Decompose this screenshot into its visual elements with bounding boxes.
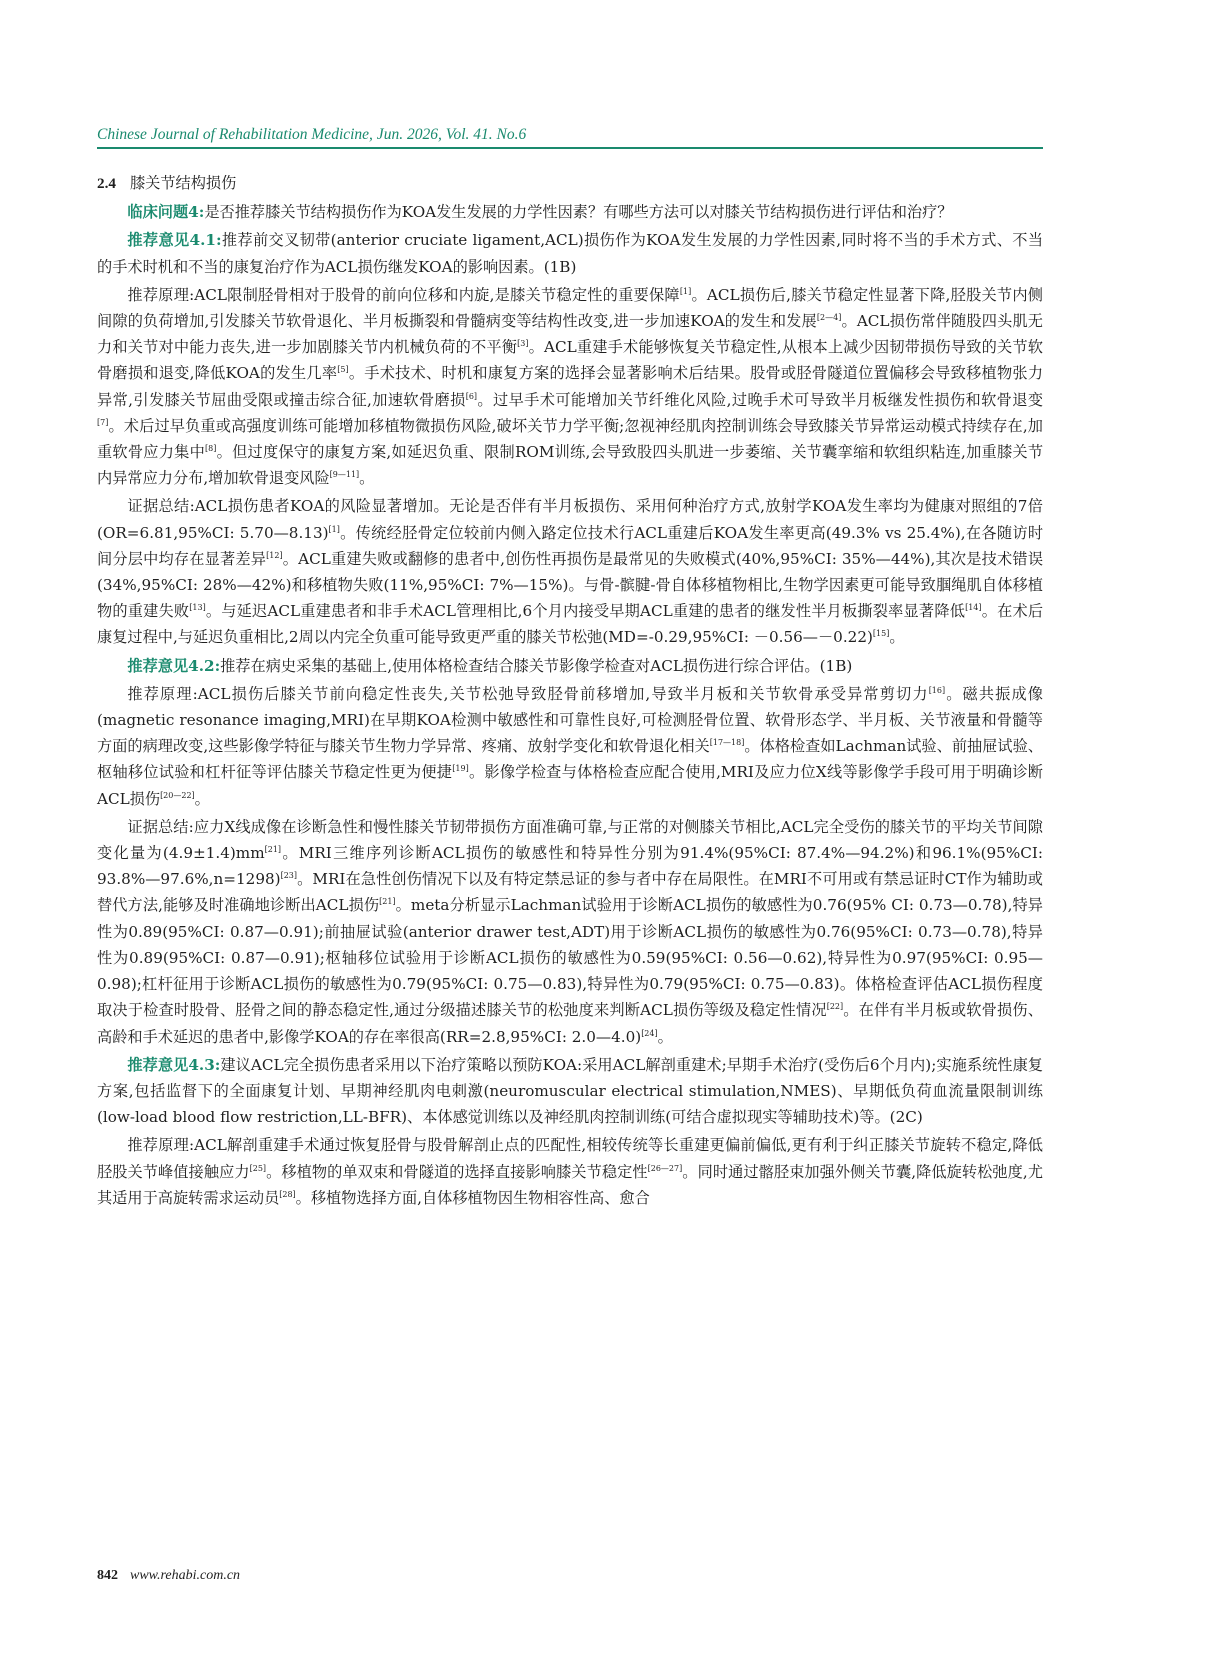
recommendation-4-3 [97, 1052, 1043, 1131]
citation: [9—11] [329, 470, 360, 480]
recommendation-text: 建议ACL完全损伤患者采用以下治疗策略以预防KOA:采用ACL解剖重建术;早期手术治疗(受伤后6个月内);实施系统性康复方案,包括监督下的全面康复计划、早期神经肌肉电刺激(neuromuscular electrical stimulation,NMES)、早期低负荷血流量限制训练(low-load blood flow restriction,LL-BFR)、本体感觉训练以及神经肌肉控制训练(可结合虚拟现实等辅助技术)等。(2C) [97, 1055, 1043, 1127]
text-run: 。但过度保守的康复方案,如延迟负重、限制ROM训练,会导致股四头肌进一步萎缩、关节囊挛缩和软组织粘连,加重膝关节内异常应力分布,增加软骨退变风险 [97, 443, 1044, 488]
evidence-paragraph-1 [97, 493, 1043, 650]
running-header [97, 124, 1043, 144]
recommendation-label: 推荐意见4.3: [127, 1055, 221, 1074]
text-run: 。手术技术、时机和康复方案的选择会显著影响术后结果。股骨或胫骨隧道位置偏移会导致移植物张力异常,引发膝关节屈曲受限或撞击综合征,加速软骨磨损 [97, 364, 1044, 409]
recommendation-label: 推荐意见4.2: [127, 656, 221, 675]
evidence-paragraph-2 [97, 814, 1043, 1050]
text-run: 。 [359, 469, 375, 488]
page-footer [97, 1567, 240, 1584]
text-run: 。 [657, 1027, 673, 1046]
recommendation-text: 推荐前交叉韧带(anterior cruciate ligament,ACL)损伤作为KOA发生发展的力学性因素,同时将不当的手术方式、不当的手术时机和不当的康复治疗作为ACL损伤继发KOA的影响因素。(1B) [97, 231, 1044, 276]
text-run: 。移植物的单双束和骨隧道的选择直接影响膝关节稳定性 [266, 1162, 648, 1181]
journal-citation: Chinese Journal of Rehabilitation Medicine, Jun. 2026, Vol. 41. No.6 [97, 126, 527, 143]
section-number: 2.4 [97, 175, 116, 192]
text-run: 。ACL重建手术能够恢复关节稳定性,从根本上减少因韧带损伤导致的关节软骨磨损和退变,降低KOA的发生几率 [97, 338, 1043, 383]
rationale-paragraph-2 [97, 681, 1043, 812]
text-run: 。MRI三维序列诊断ACL损伤的敏感性和特异性分别为91.4%(95%CI: 87.4%—94.2%)和96.1%(95%CI: 93.8%—97.6%,n=1298) [97, 844, 1043, 889]
citation: [2—4] [816, 312, 842, 322]
citation: [24] [641, 1028, 658, 1038]
recommendation-label: 推荐意见4.1: [127, 231, 222, 250]
text-run: 。MRI在急性创伤情况下以及有特定禁忌证的参与者中存在局限性。在MRI不可用或有禁忌证时CT作为辅助或替代方法,能够及时准确地诊断出ACL损伤 [97, 870, 1043, 915]
citation: [8] [205, 443, 217, 453]
text-run: 证据总结:ACL损伤患者KOA的风险显著增加。无论是否伴有半月板损伤、采用何种治疗方式,放射学KOA发生率均为健康对照组的7倍(OR=6.81,95%CI: 5.70—8.13) [97, 497, 1043, 542]
recommendation-4-1 [97, 227, 1043, 279]
text-run: 。与延迟ACL重建患者和非手术ACL管理相比,6个月内接受早期ACL重建的患者的继发性半月板撕裂率显著降低 [205, 602, 966, 621]
citation: [5] [337, 365, 349, 375]
text-run: 。磁共振成像(magnetic resonance imaging,MRI)在早期KOA检测中敏感性和可靠性良好,可检测胫骨位置、软骨形态学、半月板、关节液量和骨髓等方面的病理改变,这些影像学特征与膝关节生物力学异常、疼痛、放射学变化和软骨退化相关 [97, 684, 1043, 756]
text-run: 推荐原理:ACL限制胫骨相对于股骨的前向位移和内旋,是膝关节稳定性的重要保障 [127, 285, 680, 304]
citation: [15] [872, 629, 890, 639]
clinical-question-4 [97, 199, 1043, 225]
text-run: 推荐原理:ACL解剖重建手术通过恢复胫骨与股骨解剖止点的匹配性,相较传统等长重建更偏前偏低,更有利于纠正膝关节旋转不稳定,降低胫股关节峰值接触应力 [97, 1136, 1043, 1181]
recommendation-text: 推荐在病史采集的基础上,使用体格检查结合膝关节影像学检查对ACL损伤进行综合评估。(1B) [220, 656, 853, 675]
text-run: 。同时通过髂胫束加强外侧关节囊,降低旋转松弛度,尤其适用于高旋转需求运动员 [97, 1162, 1044, 1207]
citation: [13] [189, 603, 206, 613]
citation: [17—18] [709, 738, 745, 748]
rationale-paragraph-3 [97, 1132, 1043, 1211]
citation: [6] [465, 391, 478, 401]
section-heading [97, 170, 1043, 197]
citation: [3] [517, 339, 529, 349]
question-label: 临床问题4: [127, 203, 205, 222]
journal-url: www.rehabi.com.cn [130, 1568, 241, 1583]
citation: [16] [928, 685, 946, 695]
citation: [20—22] [160, 790, 195, 800]
article-body [97, 170, 1043, 1213]
citation: [25] [249, 1163, 267, 1173]
text-run: 。体格检查如Lachman试验、前抽屉试验、枢轴移位试验和杠杆征等评估膝关节稳定性更为便捷 [97, 737, 1043, 782]
citation: [1] [328, 524, 340, 534]
header-rule [97, 147, 1043, 149]
question-text: 是否推荐膝关节结构损伤作为KOA发生发展的力学性因素？有哪些方法可以对膝关节结构损伤进行评估和治疗？ [204, 203, 953, 222]
text-run: 。ACL损伤后,膝关节稳定性显著下降,胫股关节内侧间隙的负荷增加,引发膝关节软骨退化、半月板撕裂和骨髓病变等结构性改变,进一步加速KOA的发生和发展 [97, 285, 1043, 331]
text-run: 。ACL重建失败或翻修的患者中,创伤性再损伤是最常见的失败模式(40%,95%CI: 35%—44%),其次是技术错误(34%,95%CI: 28%—42%)和移植物失败(11%,95%CI: 7%—15%)。与骨-髌腱-骨自体移植物相比,生物学因素更可能导致腘绳肌自体移植物的重建失败 [97, 549, 1044, 621]
text-run: 。过早手术可能增加关节纤维化风险,过晚手术可导致半月板继发性损伤和软骨退变 [477, 390, 1044, 409]
text-run: 推荐原理:ACL损伤后膝关节前向稳定性丧失,关节松弛导致胫骨前移增加,导致半月板和关节软骨承受异常剪切力 [127, 684, 929, 703]
text-run: 。在伴有半月板或软骨损伤、高龄和手术延迟的患者中,影像学KOA的存在率很高(RR=2.8,95%CI: 2.0—4.0) [97, 1001, 1043, 1046]
citation: [23] [280, 871, 298, 881]
text-run: 证据总结:应力X线成像在诊断急性和慢性膝关节韧带损伤方面准确可靠,与正常的对侧膝关节相比,ACL完全受伤的膝关节的平均关节间隙变化量为(4.9±1.4)mm [97, 817, 1043, 863]
text-run: 。术后过早负重或高强度训练可能增加移植物微损伤风险,破坏关节力学平衡;忽视神经肌肉控制训练会导致膝关节异常运动模式持续存在,加重软骨应力集中 [97, 416, 1043, 462]
rationale-paragraph-1 [97, 282, 1043, 492]
text-run: 。在术后康复过程中,与延迟负重相比,2周以内完全负重可能导致更严重的膝关节松弛(MD=-0.29,95%CI: －0.56—－0.22) [97, 602, 1044, 647]
citation: [26—27] [647, 1163, 683, 1173]
text-run: 。 [889, 628, 905, 647]
citation: [22] [826, 1002, 844, 1012]
text-run: 。meta分析显示Lachman试验用于诊断ACL损伤的敏感性为0.76(95% CI: 0.73—0.78),特异性为0.89(95%CI: 0.87—0.91);前抽屉试验(anterior drawer test,ADT)用于诊断ACL损伤的敏感性为0.76(95%CI: 0.73—0.78),特异性为0.89(95%CI: 0.87—0.91);枢轴移位试验用于诊断ACL损伤的敏感性为0.59(95%CI: 0.56—0.62),特异性为0.97(95%CI: 0.95—0.98);杠杆征用于诊断ACL损伤的敏感性为0.79(95%CI: 0.75—0.83),特异性为0.79(95%CI: 0.75—0.83)。体格检查评估ACL损伤程度取决于检查时股骨、胫骨之间的静态稳定性,通过分级描述膝关节的松弛度来判断ACL损伤等级及稳定性情况 [97, 896, 1043, 1020]
text-run: 。影像学检查与体格检查应配合使用,MRI及应力位X线等影像学手段可用于明确诊断ACL损伤 [97, 763, 1043, 808]
text-run: 。 [194, 789, 210, 808]
text-run: 。ACL损伤常伴随股四头肌无力和关节对中能力丧失,进一步加剧膝关节内机械负荷的不平衡 [97, 312, 1043, 357]
recommendation-4-2 [97, 653, 1043, 679]
citation: [1] [679, 286, 692, 296]
citation: [21] [264, 845, 282, 855]
text-run: 。传统经胫骨定位较前内侧入路定位技术行ACL重建后KOA发生率更高(49.3% vs 25.4%),在各随访时间分层中均存在显著差异 [97, 523, 1044, 568]
citation: [21] [379, 897, 396, 907]
citation: [19] [452, 764, 469, 774]
page-number: 842 [97, 1568, 118, 1583]
section-title: 膝关节结构损伤 [129, 174, 237, 192]
text-run: 。移植物选择方面,自体移植物因生物相容性高、愈合 [295, 1188, 650, 1207]
citation: [28] [279, 1189, 296, 1199]
citation: [14] [965, 603, 982, 613]
citation: [7] [97, 417, 109, 427]
citation: [12] [266, 550, 283, 560]
